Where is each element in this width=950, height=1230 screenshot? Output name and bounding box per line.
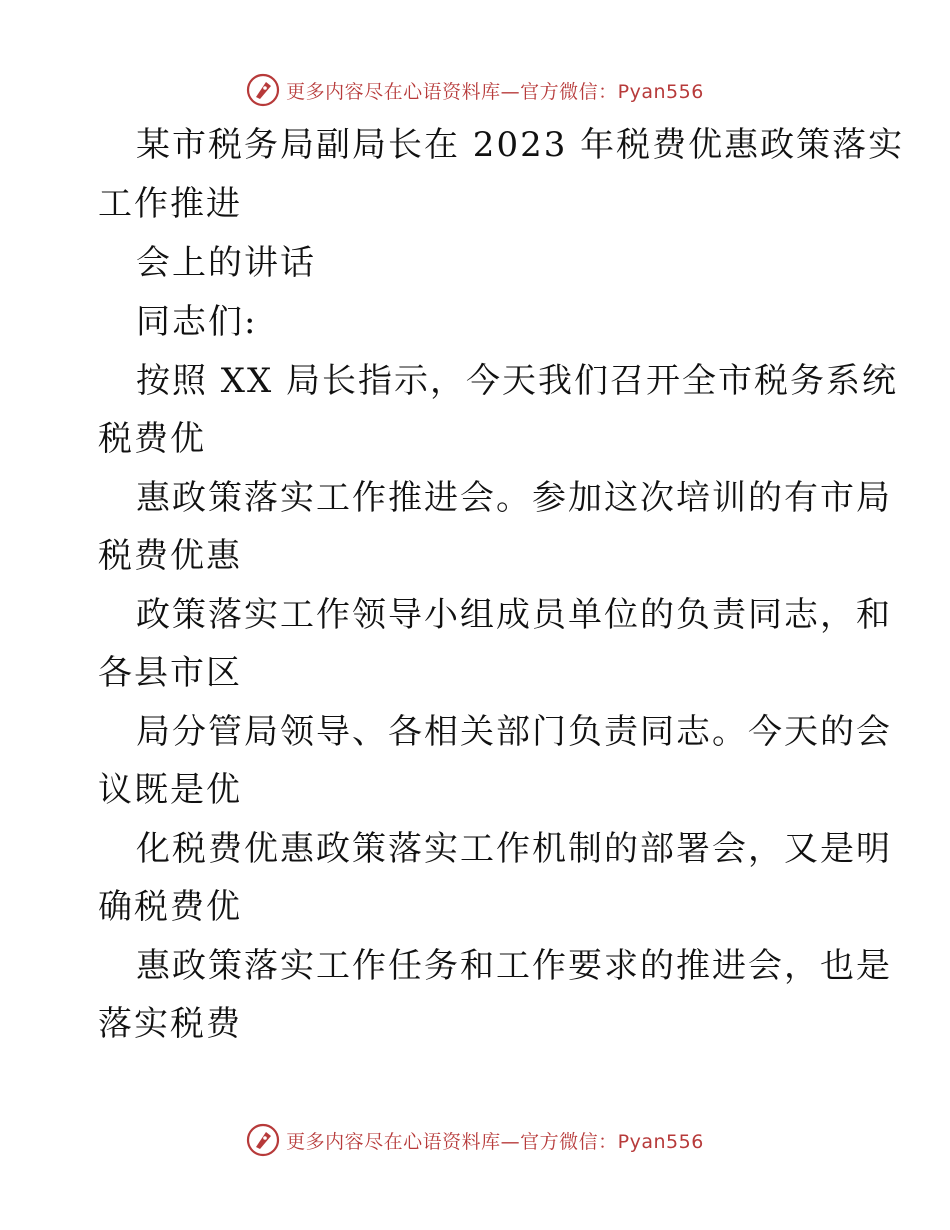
pen-nib-logo-icon — [246, 73, 280, 107]
paragraph-line: 确税费优 — [98, 887, 242, 927]
paragraph-line: 税费优 — [98, 419, 206, 459]
paragraph-line: 税费优惠 — [98, 536, 242, 576]
footer-banner-text: 更多内容尽在心语资料库—官方微信：Pyan556 — [286, 1130, 704, 1153]
paragraph-line: 落实税费 — [98, 1004, 242, 1044]
paragraph-line: 议既是优 — [98, 770, 242, 810]
pen-nib-logo-icon — [246, 1123, 280, 1157]
salutation: 同志们: — [136, 302, 258, 342]
footer-banner — [0, 1120, 950, 1160]
title-line-1: 某市税务局副局长在 2023 年税费优惠政策落实 — [136, 125, 905, 165]
title-line-2: 工作推进 — [98, 184, 242, 224]
header-banner — [0, 70, 950, 110]
title-line-3: 会上的讲话 — [136, 243, 316, 283]
paragraph-line: 惠政策落实工作推进会。参加这次培训的有市局 — [136, 478, 892, 518]
paragraph-line: 各县市区 — [98, 653, 242, 693]
paragraph-line: 政策落实工作领导小组成员单位的负责同志，和 — [136, 595, 892, 635]
header-banner-text: 更多内容尽在心语资料库—官方微信：Pyan556 — [286, 80, 704, 103]
paragraph-line: 局分管局领导、各相关部门负责同志。今天的会 — [136, 712, 892, 752]
paragraph-line: 按照 XX 局长指示，今天我们召开全市税务系统 — [136, 361, 899, 401]
paragraph-line: 惠政策落实工作任务和工作要求的推进会，也是 — [136, 946, 892, 986]
paragraph-line: 化税费优惠政策落实工作机制的部署会，又是明 — [136, 829, 892, 869]
